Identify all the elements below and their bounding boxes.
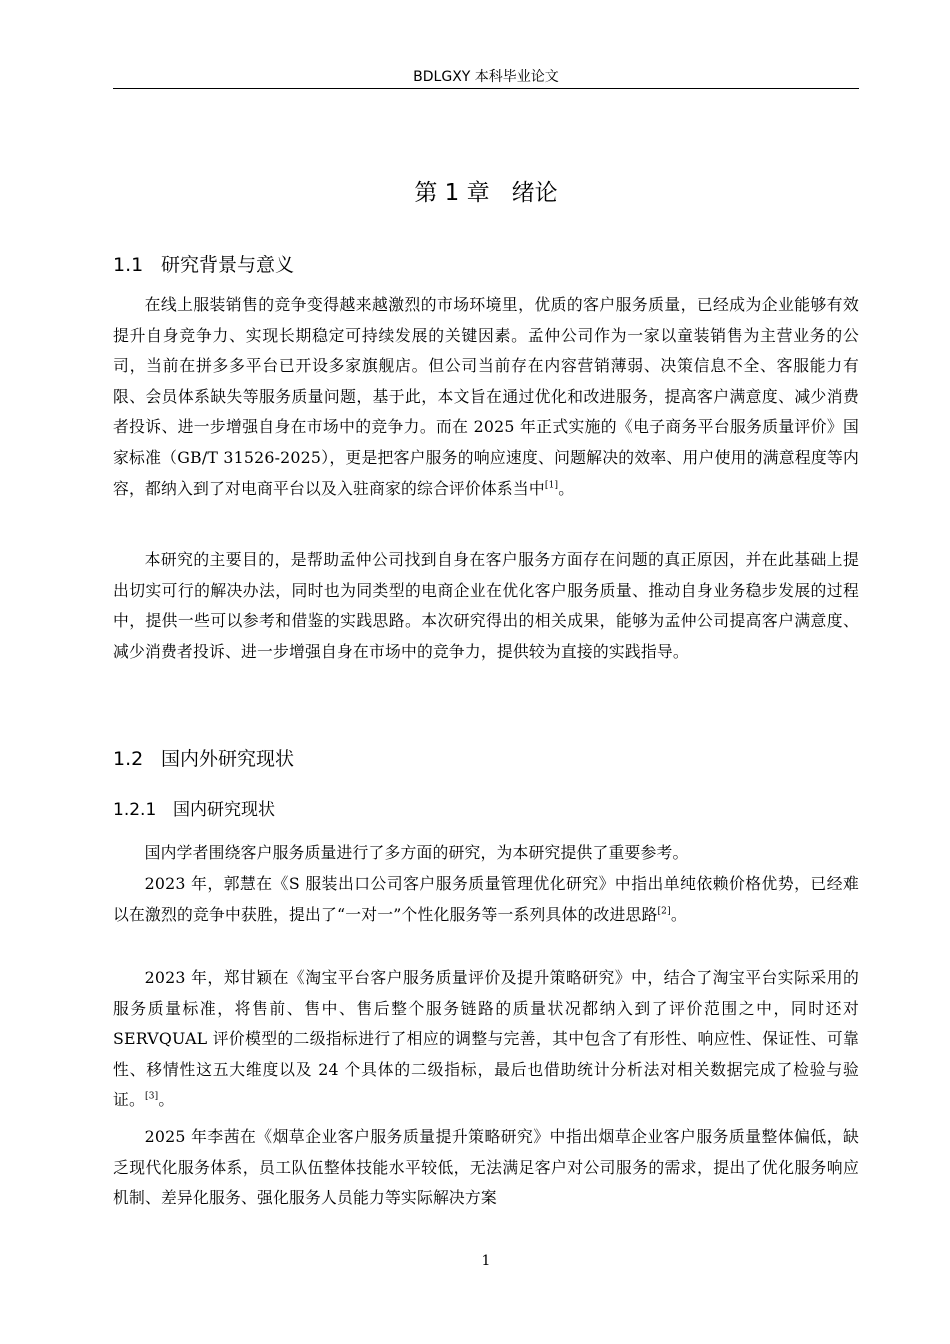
- paragraph-end: 。: [558, 478, 575, 498]
- header-rule: [113, 88, 859, 89]
- paragraph-guo-hui: [113, 869, 859, 930]
- section-title: 研究背景与意义: [161, 254, 295, 276]
- chapter-title: [113, 178, 859, 208]
- subsection-number: 1.2.1: [113, 800, 157, 820]
- citation-ref: [1]: [544, 480, 559, 491]
- paragraph-text: 在线上服装销售的竞争变得越来越激烈的市场环境里，优质的客户服务质量，已经成为企业能够有效提升自身竞争力、实现长期稳定可持续发展的关键因素。孟仲公司作为一家以童装销售为主营业务的公司，当前在拼多多平台已开设多家旗舰店。但公司当前存在内容营销薄弱、决策信息不全、客服能力有限、会员体系缺失等服务质量问题，基于此，本文旨在通过优化和改进服务，提高客户满意度、减少消费者投诉、进一步增强自身在市场中的竞争力。而在 2025 年正式实施的《电子商务平台服务质量评价》国家标准（GB/T 31526-2025），更是把客户服务的响应速度、问题解决的效率、用户使用的满意程度等内容，都纳入到了对电商平台以及入驻商家的综合评价体系当中: [113, 295, 859, 498]
- paragraph-text: 2023 年，郑甘颖在《淘宝平台客户服务质量评价及提升策略研究》中，结合了淘宝平台实际采用的服务质量标准，将售前、售中、售后整个服务链路的质量状况都纳入到了评价范围之中，同时还对 SERVQUAL 评价模型的二级指标进行了相应的调整与完善，其中包含了有形性、响应性、保证性、可靠性、移情性这五大维度以及 24 个具体的二级指标，最后也借助统计分析法对相关数据完成了检验与验证。: [113, 968, 859, 1110]
- section-number: 1.2: [113, 748, 144, 770]
- citation-ref: [2]: [657, 906, 671, 917]
- chapter-number: 第 1 章: [414, 180, 490, 206]
- chapter-name: 绪论: [511, 180, 558, 206]
- citation-ref: [3]: [145, 1092, 159, 1103]
- paragraph-domestic-intro: 国内学者围绕客户服务质量进行了多方面的研究，为本研究提供了重要参考。: [144, 843, 689, 862]
- section-heading-1-2: [113, 746, 294, 772]
- paragraph-end: 。: [158, 1090, 175, 1110]
- paragraph-li-qian: 2025 年李茜在《烟草企业客户服务质量提升策略研究》中指出烟草企业客户服务质量整体偏低，缺乏现代化服务体系，员工队伍整体技能水平较低，无法满足客户对公司服务的需求，提出了优化服务响应机制、差异化服务、强化服务人员能力等实际解决方案: [113, 1127, 859, 1208]
- section-title: 国内外研究现状: [161, 748, 295, 770]
- paragraph-end: 。: [670, 904, 687, 924]
- page-number: 1: [481, 1253, 491, 1269]
- running-header: BDLGXY 本科毕业论文: [413, 69, 559, 85]
- section-number: 1.1: [113, 254, 144, 276]
- section-heading-1-1: [113, 252, 294, 278]
- paragraph-text: 2023 年，郭慧在《S 服装出口公司客户服务质量管理优化研究》中指出单纯依赖价格优势，已经难以在激烈的竞争中获胜，提出了“一对一”个性化服务等一系列具体的改进思路: [113, 874, 859, 924]
- paragraph-zheng-ganying: [113, 963, 859, 1116]
- paragraph-purpose: 本研究的主要目的，是帮助孟仲公司找到自身在客户服务方面存在问题的真正原因，并在此基础上提出切实可行的解决办法，同时也为同类型的电商企业在优化客户服务质量、推动自身业务稳步发展的过程中，提供一些可以参考和借鉴的实践思路。本次研究得出的相关成果，能够为孟仲公司提高客户满意度、减少消费者投诉、进一步增强自身在市场中的竞争力，提供较为直接的实践指导。: [113, 550, 859, 661]
- subsection-title: 国内研究现状: [173, 800, 275, 820]
- subsection-heading-1-2-1: [113, 798, 275, 822]
- paragraph-background: [113, 290, 859, 504]
